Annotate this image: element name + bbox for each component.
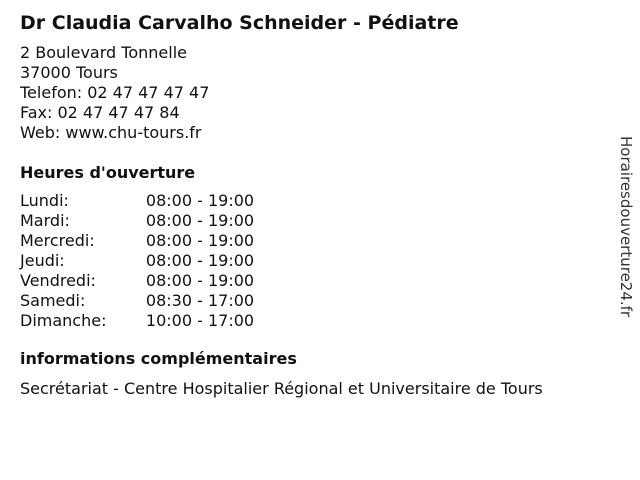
business-listing bbox=[20, 10, 600, 399]
day-label: Samedi: bbox=[20, 291, 86, 310]
hours-row-friday bbox=[20, 271, 600, 291]
additional-info-text: Secrétariat - Centre Hospitalier Régional et Universitaire de Tours bbox=[20, 379, 543, 398]
phone-number: Telefon: 02 47 47 47 47 bbox=[20, 83, 210, 102]
day-label: Jeudi: bbox=[20, 251, 65, 270]
fax-number: Fax: 02 47 47 47 84 bbox=[20, 103, 180, 122]
street-address: 2 Boulevard Tonnelle bbox=[20, 43, 187, 62]
day-label: Vendredi: bbox=[20, 271, 96, 290]
time-range: 08:00 - 19:00 bbox=[145, 211, 255, 230]
time-range: 08:30 - 17:00 bbox=[145, 291, 255, 310]
page-title: Dr Claudia Carvalho Schneider - Pédiatre bbox=[20, 12, 459, 34]
hours-row-sunday bbox=[20, 311, 600, 331]
day-label: Mardi: bbox=[20, 211, 70, 230]
day-label: Lundi: bbox=[20, 191, 69, 210]
hours-row-wednesday bbox=[20, 231, 600, 251]
day-label: Dimanche: bbox=[20, 311, 107, 330]
hours-row-thursday bbox=[20, 251, 600, 271]
opening-hours-heading: Heures d'ouverture bbox=[20, 163, 196, 182]
time-range: 08:00 - 19:00 bbox=[145, 231, 255, 250]
additional-info-heading: informations complémentaires bbox=[20, 349, 297, 368]
website: Web: www.chu-tours.fr bbox=[20, 123, 202, 142]
time-range: 10:00 - 17:00 bbox=[145, 311, 255, 330]
time-range: 08:00 - 19:00 bbox=[145, 191, 255, 210]
city-postcode: 37000 Tours bbox=[20, 63, 118, 82]
time-range: 08:00 - 19:00 bbox=[145, 271, 255, 290]
time-range: 08:00 - 19:00 bbox=[145, 251, 255, 270]
hours-row-monday bbox=[20, 191, 600, 211]
hours-row-tuesday bbox=[20, 211, 600, 231]
contact-block bbox=[20, 43, 600, 143]
hours-row-saturday bbox=[20, 291, 600, 311]
site-watermark: Horairesdouverture24.fr bbox=[617, 136, 635, 318]
opening-hours-table bbox=[20, 191, 600, 331]
day-label: Mercredi: bbox=[20, 231, 95, 250]
